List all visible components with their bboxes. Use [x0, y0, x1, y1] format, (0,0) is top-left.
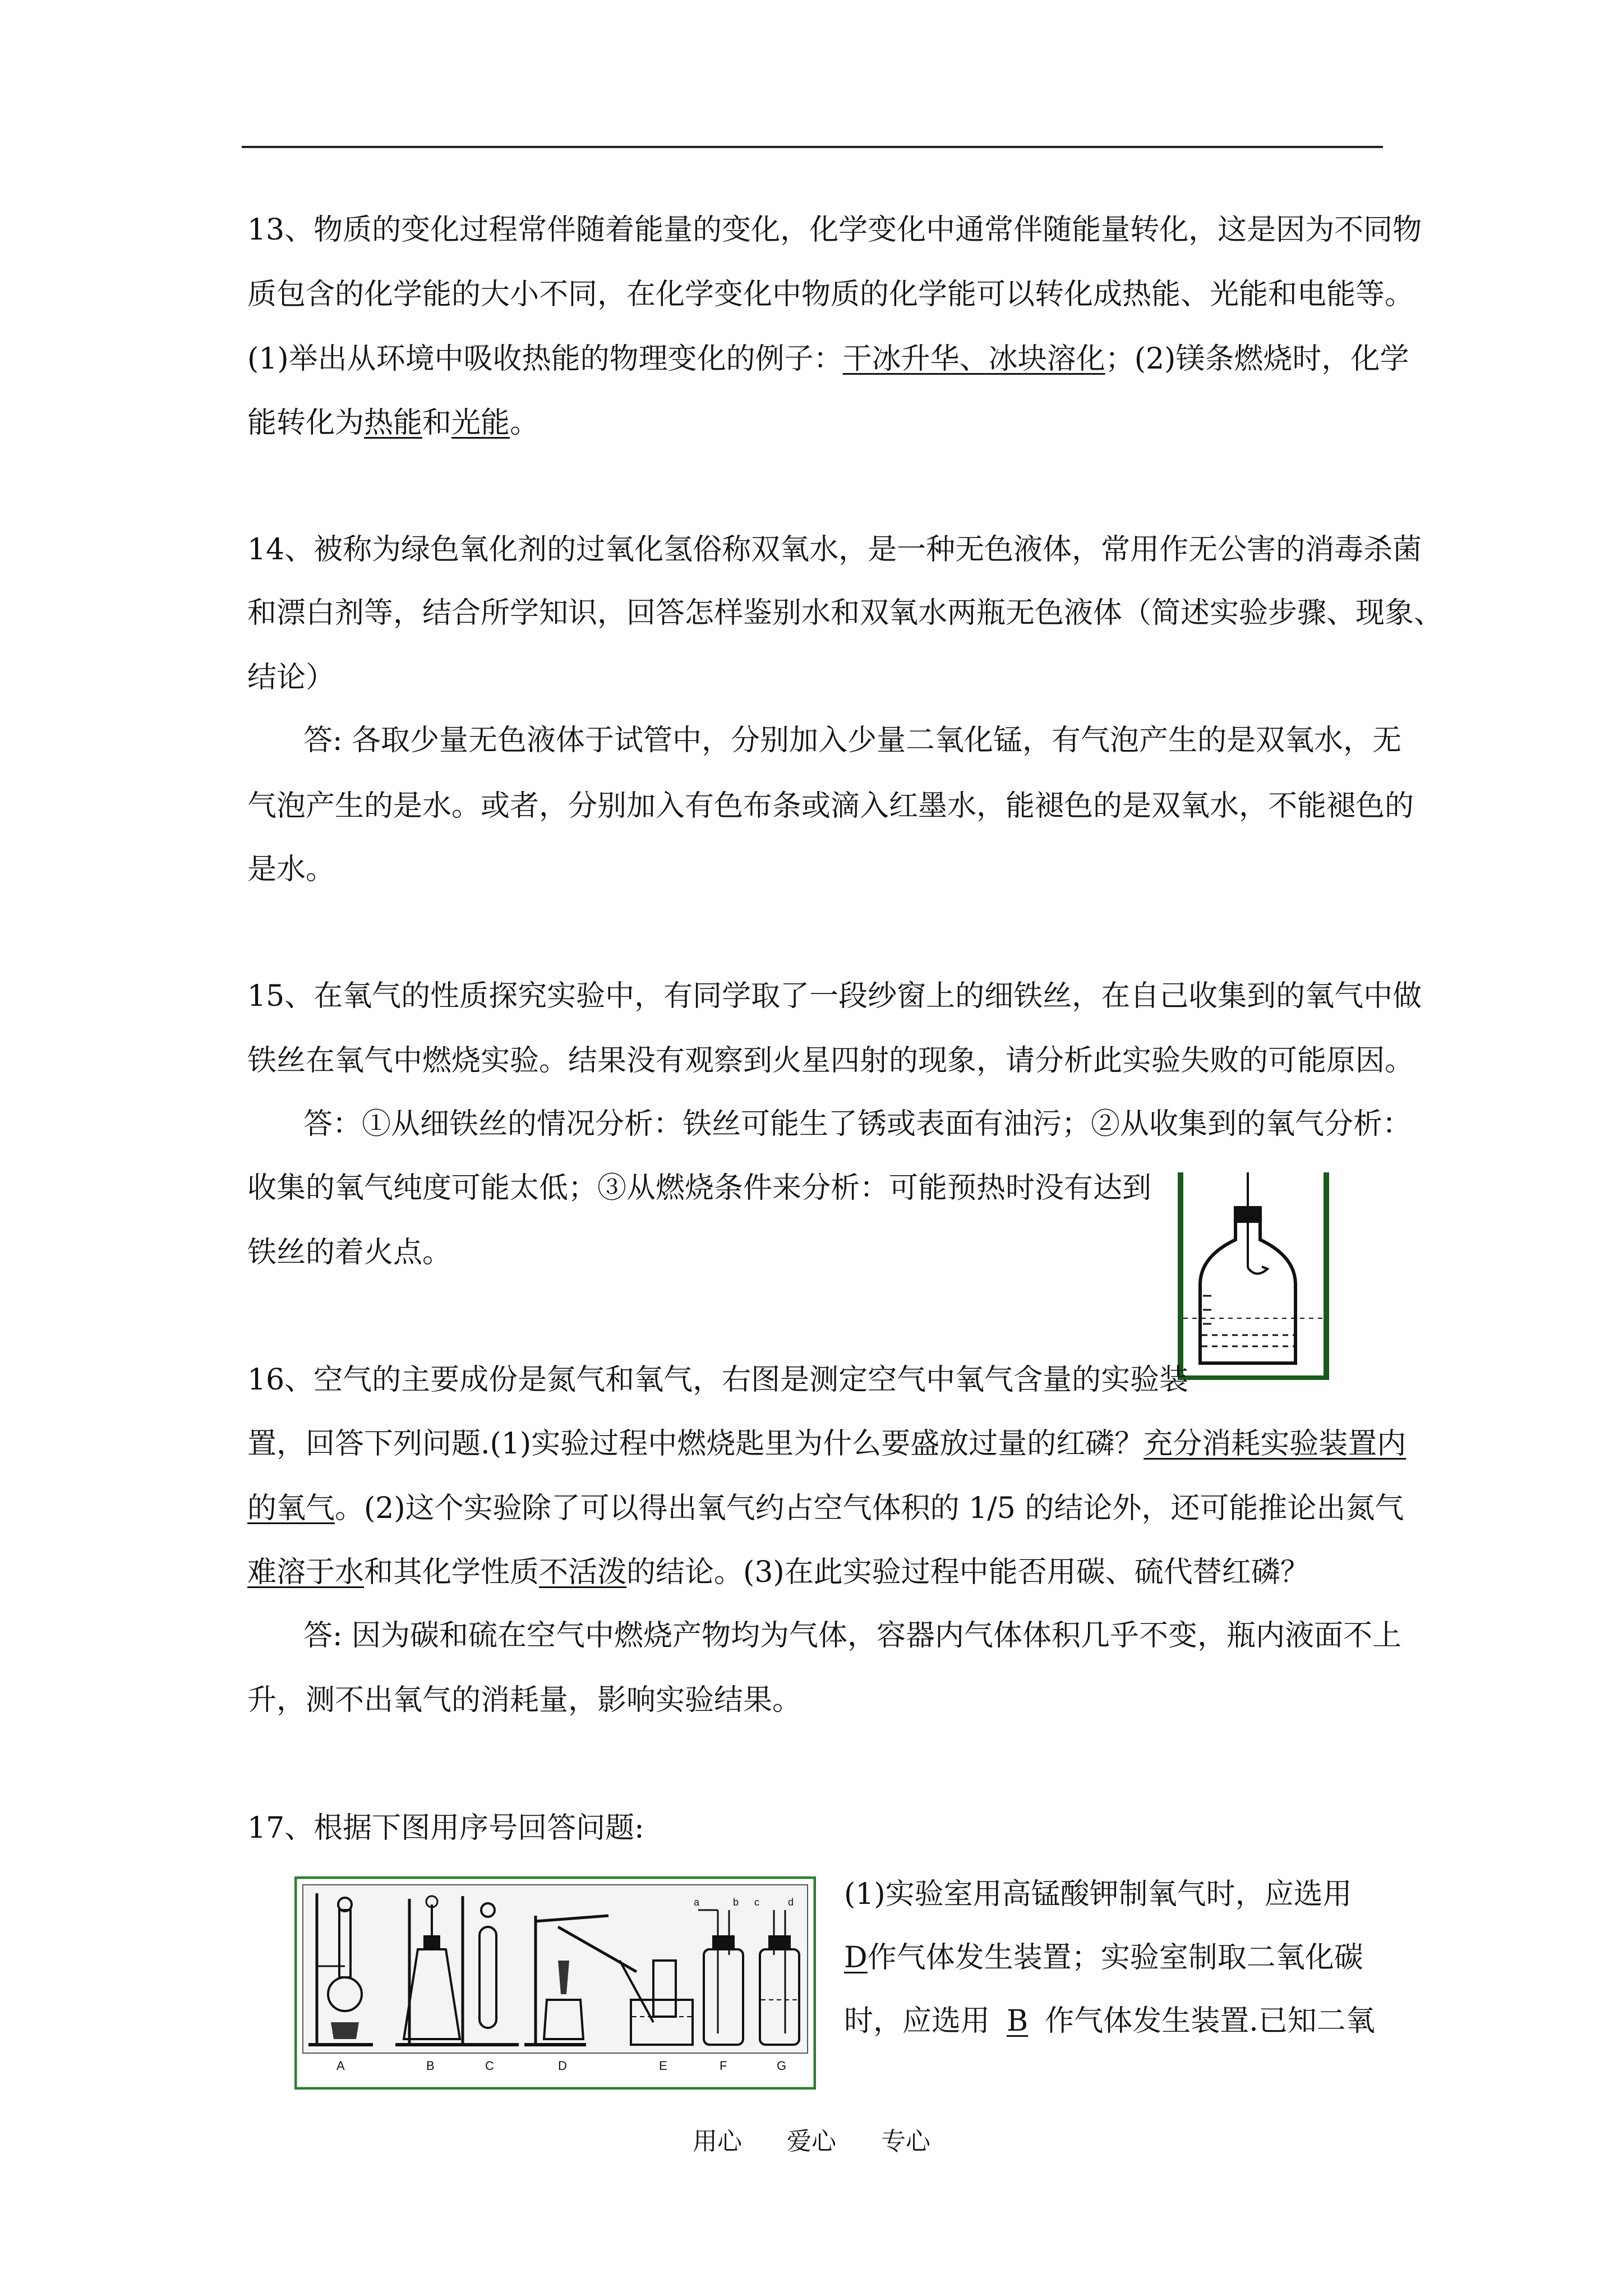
q13-line4: 能转化为热能和光能。: [247, 406, 540, 440]
q14-answer-line3: 是水。: [247, 853, 335, 886]
q17-line1: 17、根据下图用序号回答问题:: [247, 1811, 644, 1845]
q16-answer-line1: 答: 因为碳和硫在空气中燃烧产物均为气体，容器内气体体积几乎不变，瓶内液面不上: [303, 1619, 1402, 1653]
q13-answer-1: 干冰升华、冰块溶化: [842, 342, 1105, 376]
fig-label-g: G: [777, 2059, 787, 2073]
q15-answer-line1: 答：①从细铁丝的情况分析：铁丝可能生了锈或表面有油污；②从收集到的氧气分析：: [303, 1107, 1412, 1141]
tube-label-c: c: [754, 1897, 759, 1908]
q15-answer-line3: 铁丝的着火点。: [247, 1236, 452, 1269]
fig-label-f: F: [720, 2059, 727, 2073]
q13-answer-2: 热能: [364, 406, 423, 440]
gas-apparatus-figure: [294, 1876, 816, 2090]
fig-label-e: E: [659, 2059, 667, 2073]
q16-answer-2: 难溶于水: [247, 1556, 365, 1589]
footer-word-3: 专心: [881, 2127, 930, 2156]
q14-answer-line2: 气泡产生的是水。或者，分别加入有色布条或滴入红墨水，能褪色的是双氧水，不能褪色的: [247, 789, 1414, 823]
q15-answer-line2: 收集的氧气纯度可能太低；③从燃烧条件来分析：可能预热时没有达到: [247, 1171, 1152, 1205]
fig-label-a: A: [336, 2059, 345, 2073]
q16-answer-1b: 的氧气: [247, 1492, 335, 1525]
q16-line1: 16、空气的主要成份是氮气和氧气，右图是测定空气中氧气含量的实验装: [247, 1363, 1189, 1397]
q14-line2: 和漂白剂等，结合所学知识，回答怎样鉴别水和双氧水两瓶无色液体（简述实验步骤、现象、: [247, 596, 1444, 630]
fig-label-d: D: [558, 2059, 567, 2073]
q17-right-line3: 时，应选用 B 作气体发生装置.已知二氧: [844, 2004, 1375, 2038]
q14-line3: 结论）: [247, 661, 335, 694]
q14-line1: 14、被称为绿色氧化剂的过氧化氢俗称双氧水，是一种无色液体，常用作无公害的消毒杀菌: [247, 533, 1422, 567]
q16-line3: 的氧气。(2)这个实验除了可以得出氧气约占空气体积的 1/5 的结论外，还可能推论出氮气: [247, 1492, 1404, 1525]
q17-right-line1: (1)实验室用高锰酸钾制氧气时，应选用: [844, 1878, 1352, 1911]
q16-line2: 置，回答下列问题.(1)实验过程中燃烧匙里为什么要盛放过量的红磷？充分消耗实验装置内: [247, 1427, 1407, 1461]
tube-label-a: a: [694, 1897, 700, 1908]
tube-label-b: b: [733, 1897, 739, 1908]
fig-label-c: C: [485, 2059, 494, 2073]
q16-answer-3: 不活泼: [539, 1556, 627, 1589]
q17-right-line2: D作气体发生装置；实验室制取二氧化碳: [844, 1941, 1363, 1975]
q14-answer-line1: 答: 各取少量无色液体于试管中，分别加入少量二氧化锰，有气泡产生的是双氧水，无: [303, 724, 1402, 757]
tube-label-d: d: [788, 1897, 794, 1908]
q16-answer-line2: 升，测不出氧气的消耗量，影响实验结果。: [247, 1683, 802, 1717]
q16-line4: 难溶于水和其化学性质不活泼的结论。(3)在此实验过程中能否用碳、硫代替红磷？: [247, 1556, 1310, 1589]
fig-label-b: B: [426, 2059, 435, 2073]
q13-line2: 质包含的化学能的大小不同，在化学变化中物质的化学能可以转化成热能、光能和电能等。: [247, 278, 1414, 311]
q13-answer-3: 光能: [451, 406, 510, 440]
q15-line1: 15、在氧气的性质探究实验中，有同学取了一段纱窗上的细铁丝，在自己收集到的氧气中做: [247, 979, 1422, 1013]
q13-line1: 13、物质的变化过程常伴随着能量的变化，化学变化中通常伴随能量转化，这是因为不同物: [247, 213, 1422, 247]
header-rule: [242, 146, 1383, 148]
q17-answer-1: D: [844, 1941, 868, 1975]
page-footer: [0, 2126, 1623, 2157]
footer-word-1: 用心: [693, 2127, 742, 2156]
q17-answer-2: B: [1007, 2004, 1029, 2038]
q15-line2: 铁丝在氧气中燃烧实验。结果没有观察到火星四射的现象，请分析此实验失败的可能原因。: [247, 1044, 1414, 1078]
q16-answer-1a: 充分消耗实验装置内: [1144, 1427, 1407, 1461]
q13-line3: (1)举出从环境中吸收热能的物理变化的例子：干冰升华、冰块溶化；(2)镁条燃烧时，化学: [247, 342, 1409, 376]
oxygen-apparatus-figure: [1178, 1172, 1329, 1380]
footer-word-2: 爱心: [787, 2127, 836, 2156]
